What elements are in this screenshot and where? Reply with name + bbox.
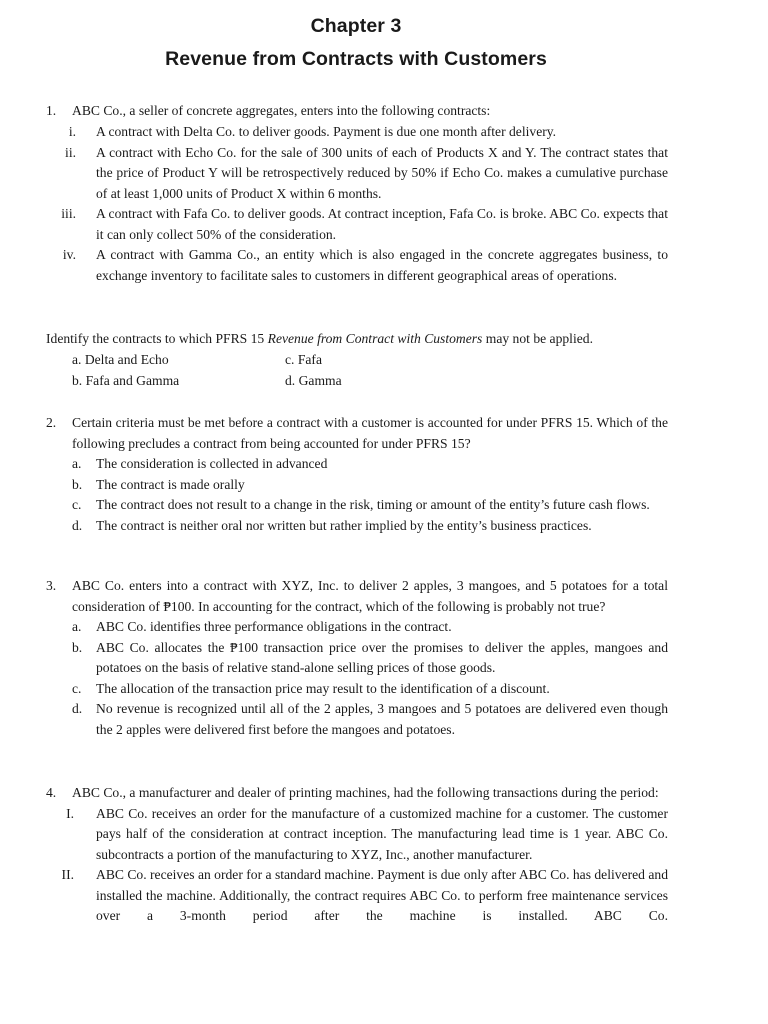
item-marker: i. [68,124,76,139]
item-text: The contract is made orally [96,476,245,492]
item-marker: a. [72,456,82,471]
question-number: 2. [46,415,57,430]
question-text: Certain criteria must be met before a contract with a customer is accounted for under PFRS 15. Which of the following precludes a contract from being accounted for under PFRS 15? [72,415,668,451]
item-marker: b. [72,639,83,655]
chapter-title: Revenue from Contracts with Customers [165,48,547,70]
item-text: A contract with Gamma Co., an entity which is also engaged in the concrete aggregates business, to exchange inventory to facilitate sales to customers in different geographical areas of operations. [96,247,668,283]
item-text: ABC Co. receives an order for a standard machine. Payment is due only after ABC Co. has delivered and installed the machine. Additionally, the contract requires ABC Co. to perform free maintenance services over a 3-month period after the machine is installed. ABC Co. [96,867,668,923]
item-marker: iv. [62,247,76,262]
item-marker: a. [72,619,82,634]
list-item [46,699,668,740]
item-text: ABC Co. receives an order for the manufacture of a customized machine for a customer. The customer pays half of the consideration at contract inception. The manufacturing lead time is 1 year. ABC Co. subcontracts a portion of the manufacturing to XYZ, Inc., another manufacturer. [96,805,668,862]
question-4 [46,783,668,927]
question-stem [46,101,668,122]
item-text: The contract is neither oral nor written but rather implied by the entity’s business practices. [96,517,592,533]
item-marker: II. [61,867,74,882]
chapter-heading: Chapter 3 [310,15,402,37]
list-item [46,245,668,286]
question-number: 1. [46,103,57,118]
list-item [46,865,668,927]
list-item [46,804,668,866]
question-1-prompt [46,329,686,392]
item-text: The consideration is collected in advanced [96,456,328,471]
choice-c[interactable]: c. Fafa [285,351,322,367]
prompt-text: Identify the contracts to which PFRS 15 Revenue from Contract with Customers may not be applied. [46,331,593,346]
item-marker: d. [72,517,83,533]
item-marker: iii. [61,206,76,221]
item-marker: d. [72,701,83,716]
list-item [46,679,668,700]
list-item [46,122,668,143]
list-item [46,475,668,496]
question-2 [46,413,668,536]
question-text: ABC Co., a manufacturer and dealer of printing machines, had the following transactions during the period: [72,785,659,800]
item-marker: ii. [65,144,76,160]
list-item [46,143,668,205]
item-text: A contract with Echo Co. for the sale of 300 units of each of Products X and Y. The contract states that the price of Product Y will be retrospectively reduced by 50% if Echo Co. makes a cumulative purchase of at least 1,000 units of Product X within 6 months. [96,144,668,201]
question-number: 4. [46,785,57,800]
question-text: ABC Co., a seller of concrete aggregates, enters into the following contracts: [72,103,491,118]
question-number: 3. [46,578,57,593]
item-text: ABC Co. allocates the ₱100 transaction price over the promises to deliver the apples, mangoes and potatoes on the basis of relative stand-alone selling prices of those goods. [96,639,668,675]
list-item [46,454,668,475]
list-item [46,495,668,516]
question-3 [46,576,668,740]
question-1 [46,101,668,286]
answer-choices [46,350,686,392]
item-text: The allocation of the transaction price may result to the identification of a discount. [96,680,550,696]
item-text: ABC Co. identifies three performance obligations in the contract. [96,619,452,634]
item-text: No revenue is recognized until all of the 2 apples, 3 mangoes and 5 potatoes are delivered even though the 2 apples were delivered first before the mangoes and potatoes. [96,701,668,737]
item-marker: I. [66,805,74,821]
question-stem [46,783,668,804]
choice-a[interactable]: a. Delta and Echo [72,351,169,367]
choice-b[interactable]: b. Fafa and Gamma [72,372,180,388]
list-item [46,204,668,245]
item-marker: c. [72,680,82,696]
list-item [46,638,668,679]
item-text: The contract does not result to a change in the risk, timing or amount of the entity’s future cash flows. [96,497,650,512]
choice-d[interactable]: d. Gamma [285,372,342,388]
item-marker: b. [72,476,83,492]
question-stem [46,413,668,454]
question-stem [46,576,668,617]
item-text: A contract with Delta Co. to deliver goods. Payment is due one month after delivery. [96,124,557,139]
question-text: ABC Co. enters into a contract with XYZ, Inc. to deliver 2 apples, 3 mangoes, and 5 potatoes for a total consideration of ₱100. In accounting for the contract, which of the following is probably not true? [72,578,668,614]
item-text: A contract with Fafa Co. to deliver goods. At contract inception, Fafa Co. is broke. ABC Co. expects that it can only collect 50% of the consideration. [96,206,668,242]
list-item [46,617,668,638]
list-item [46,516,668,537]
standard-title: Revenue from Contract with Customers [267,331,483,346]
item-marker: c. [72,497,82,512]
